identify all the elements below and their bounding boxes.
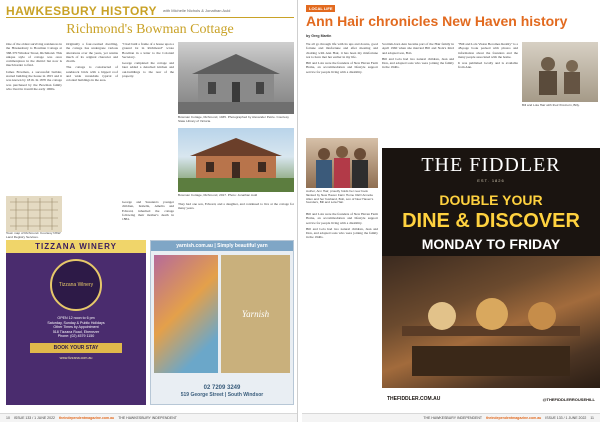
article-column-4 [122,200,174,234]
promo-line-2: DINE & DISCOVER [402,210,580,232]
issue-info: ISSUE 133 / 1 JUNE 2022 [13,416,55,420]
paragraph: We all go through life with its ups and downs, good fortune and misfortune and after meeting and chatting with Ann Hair, it has been my misfortune not to have met her earlier in my life. [306,42,378,59]
paragraph: "I had built a frame of a house upon a ground lot in Richmond" wrote Bowman in a letter to the Colonial Secretary. [122,42,174,59]
page-footer [302,413,600,422]
article-headline: Ann Hair chronicles New Haven history [306,13,568,29]
winery-logo-icon [50,259,102,311]
promo-line-1: DOUBLE YOUR [439,192,543,208]
ad-website-header[interactable]: yarnish.com.au | Simply beautiful yarn [151,241,293,251]
fiddler-brand: THE FIDDLER [421,154,561,176]
photo-caption: Bowman Cottage, Richmond, 1935. Photographed by Alexander Petrie. Courtesy State Library of Victoria. [178,115,289,123]
address: 519 George Street | South Windsor [180,392,264,398]
family-photo [522,42,598,102]
section-title: HAWKESBURY HISTORY [6,3,158,18]
historic-cottage-photo [178,42,294,114]
town-map-photo [6,196,62,232]
fiddler-established: EST. 1826 [477,178,505,183]
book-stay-button[interactable]: BOOK YOUR STAY [30,343,122,353]
paragraph: The cottage is constructed of sandstock brick with a hipped roof and wide verandahs typical of colonial buildings in the area. [66,65,118,83]
page-number: 10 [6,416,10,420]
ad-contact [151,385,293,398]
article-column-2 [66,42,118,232]
article-headline: Richmond's Bowman Cottage [66,22,234,37]
opening-hours: OPEN 12 noon to 6 pm [57,316,95,320]
opening-days: Saturday, Sunday & Public Holidays [47,320,105,325]
website-link[interactable]: www.tizzana.com.au [59,355,93,360]
fiddler-footer-bar [382,388,600,410]
paragraph: Bill and Lola had two natural children, Jean and Don, and adopted sons who were joining the family in the 1940s. [306,226,378,240]
fiddler-social-handle[interactable]: @THEFIDDLERROUSEHILL [542,396,595,402]
paragraph: George and Susanna's younger children, Isabella, Amelia and Edward, inherited the cottage following their mother's death in 1884. [122,200,174,222]
paragraph: Bill and Lola were the founders of New Haven Farm Home, an accommodation and lifestyle support service for people living with a disability. [306,212,378,225]
photo-caption: Town map of Richmond. Courtesy NSW Land Registry Services. [6,231,61,239]
page-footer [0,413,298,422]
address: 518 Tizzana Road, Ebenezer [52,329,100,334]
photo-caption: Author, Ann Hair, proudly holds her new book flanked by New Haven Farm Home CEO Annette Allen and her husband, Bob, son of New Haven's founders, Bill and Lola Hair. [306,189,374,205]
issue-info: ISSUE 133 / 1 JUNE 2022 [545,416,587,420]
phone: Phone: (02) 4579 1150 [57,334,95,339]
article-byline: by Greg Martin [306,34,332,38]
paragraph: George completed the cottage and later added a detached kitchen and out-buildings to the rear of the property. [122,61,174,79]
photo-caption: Bowman Cottage, Richmond, 2017. Photo: Jonathan Auld [178,193,258,197]
photo-caption: Bill and Lola Hair with their first-born, Billy. [522,103,580,107]
yarn-photo [154,255,218,373]
section-header [6,4,294,18]
footer-paper: THE HAWKESBURY INDEPENDENT [118,416,177,420]
logo-text: Yarnish [241,309,270,319]
paragraph: James Bowman, a successful builder, started building the house in 1815 and it was known by 1816. In 1870 the cottage was purchased by the Bowman family who lived in it until the early 1900s. [6,69,62,91]
paragraph: They had one son, Edward, and a daughter, and continued to live at the cottage for many years. [178,202,294,211]
ad-title: TIZZANA WINERY [6,240,146,253]
paragraph: It was published locally and is available from Ann. [458,61,518,70]
article-column-2 [382,42,454,142]
page-number: 11 [590,416,594,420]
ad-body [154,255,290,373]
left-page [0,0,298,422]
restaurant-photo [382,256,600,388]
modern-cottage-photo [178,128,294,192]
paragraph: Scottish-born Ann became part of the Hair family in April 1960 when she married Bill and Nola's third and adopted son, Bob. [382,42,454,55]
section-tag: LOCAL LIFE [306,5,335,12]
fiddler-website-link[interactable]: THEFIDDLER.COM.AU [387,396,441,402]
section-byline: with Michelle Nichols & Jonathan Auld [163,8,231,13]
footer-brand[interactable]: theindependentmagazine.com.au [58,416,115,420]
paragraph: Bill and Lola had two natural children, Jean and Don, and adopted sons who were joining the family in the 1940s. [382,56,454,70]
article-column-3 [122,42,174,152]
article-column-3 [458,42,518,142]
article-column-5 [178,202,294,234]
promo-line-3: MONDAY TO FRIDAY [421,236,561,252]
paragraph: Originally a four-roomed dwelling, the cottage has undergone various alterations over the years, yet retains much of its original character and charm. [66,42,118,64]
paragraph: "Bill and Lola Vision Becomes Reality" is a 48-page book packed with photos and information about the founders and the many people associated with the home. [458,42,518,59]
article-column-1 [6,42,62,192]
other-times: Other Times by Appointment [53,325,99,330]
tizzana-winery-ad[interactable] [6,240,146,405]
yarnish-ad[interactable] [150,240,294,405]
phone: 02 7209 3249 [203,385,241,391]
the-fiddler-ad[interactable] [382,148,600,410]
article-column-1 [306,42,378,132]
author-photo [306,138,378,188]
paragraph: One of the oldest surviving residences in the Hawkesbury is Bowman Cottage at 368-370 Windsor Street, Richmond. This unique style of cottage was once commonplace in the district but now is much harder to find. [6,42,62,68]
yarnish-logo [221,255,290,373]
article-column-4 [306,212,378,408]
right-page [302,0,600,422]
paragraph: Bill and Lola were the founders of New Haven Farm Home, an accommodation and lifestyle support service for people living with a disability. [306,61,378,74]
footer-brand[interactable]: theindependentmagazine.com.au [486,416,542,420]
footer-paper: THE HAWKESBURY INDEPENDENT [423,416,483,420]
logo-text: Tizzana Winery [58,282,94,288]
